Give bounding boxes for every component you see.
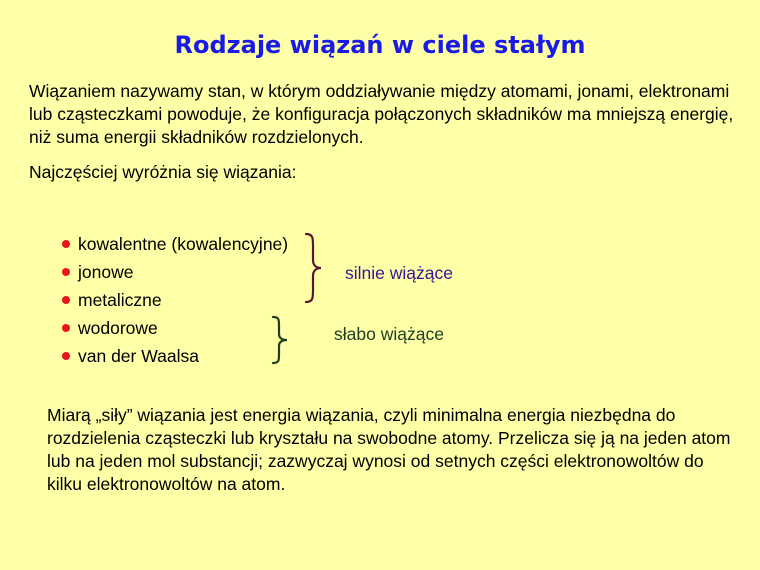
list-item (62, 286, 288, 314)
list-item (62, 230, 288, 258)
bond-label: van der Waalsa (78, 346, 199, 366)
bond-label: wodorowe (78, 318, 158, 338)
bullet-icon (62, 240, 70, 248)
strong-bonds-label: silnie wiążące (345, 263, 453, 283)
list-item (62, 314, 288, 342)
bullet-icon (62, 268, 70, 276)
weak-bonds-brace-icon (269, 315, 291, 365)
lead-paragraph: Najczęściej wyróżnia się wiązania: (29, 162, 297, 182)
bond-energy-paragraph: Miarą „siły” wiązania jest energia wiązania, czyli minimalna energia niezbędna do rozdzielenia cząsteczki lub kryształu na swobodne atomy. Przelicza się ją na jeden atom lub na jeden mol substancji; zazwyczaj wynosi od setnych części elektronowoltów do kilku elektronowoltów na atom. (47, 405, 731, 494)
definition-paragraph: Wiązaniem nazywamy stan, w którym oddziaływanie między atomami, jonami, elektronami lub cząsteczkami powoduje, że konfiguracja połączonych składników ma mniejszą energię, niż suma energii składników rozdzielonych. (29, 81, 734, 147)
bond-label: kowalentne (kowalencyjne) (78, 234, 289, 254)
weak-bonds-label: słabo wiążące (334, 324, 444, 344)
bond-label: metaliczne (78, 290, 162, 310)
list-item (62, 342, 288, 370)
bullet-icon (62, 324, 70, 332)
slide-title: Rodzaje wiązań w ciele stałym (174, 31, 586, 59)
bullet-icon (62, 352, 70, 360)
strong-bonds-brace-icon (302, 232, 324, 304)
bond-label: jonowe (78, 262, 134, 282)
bond-types-list (62, 230, 288, 370)
bullet-icon (62, 296, 70, 304)
list-item (62, 258, 288, 286)
